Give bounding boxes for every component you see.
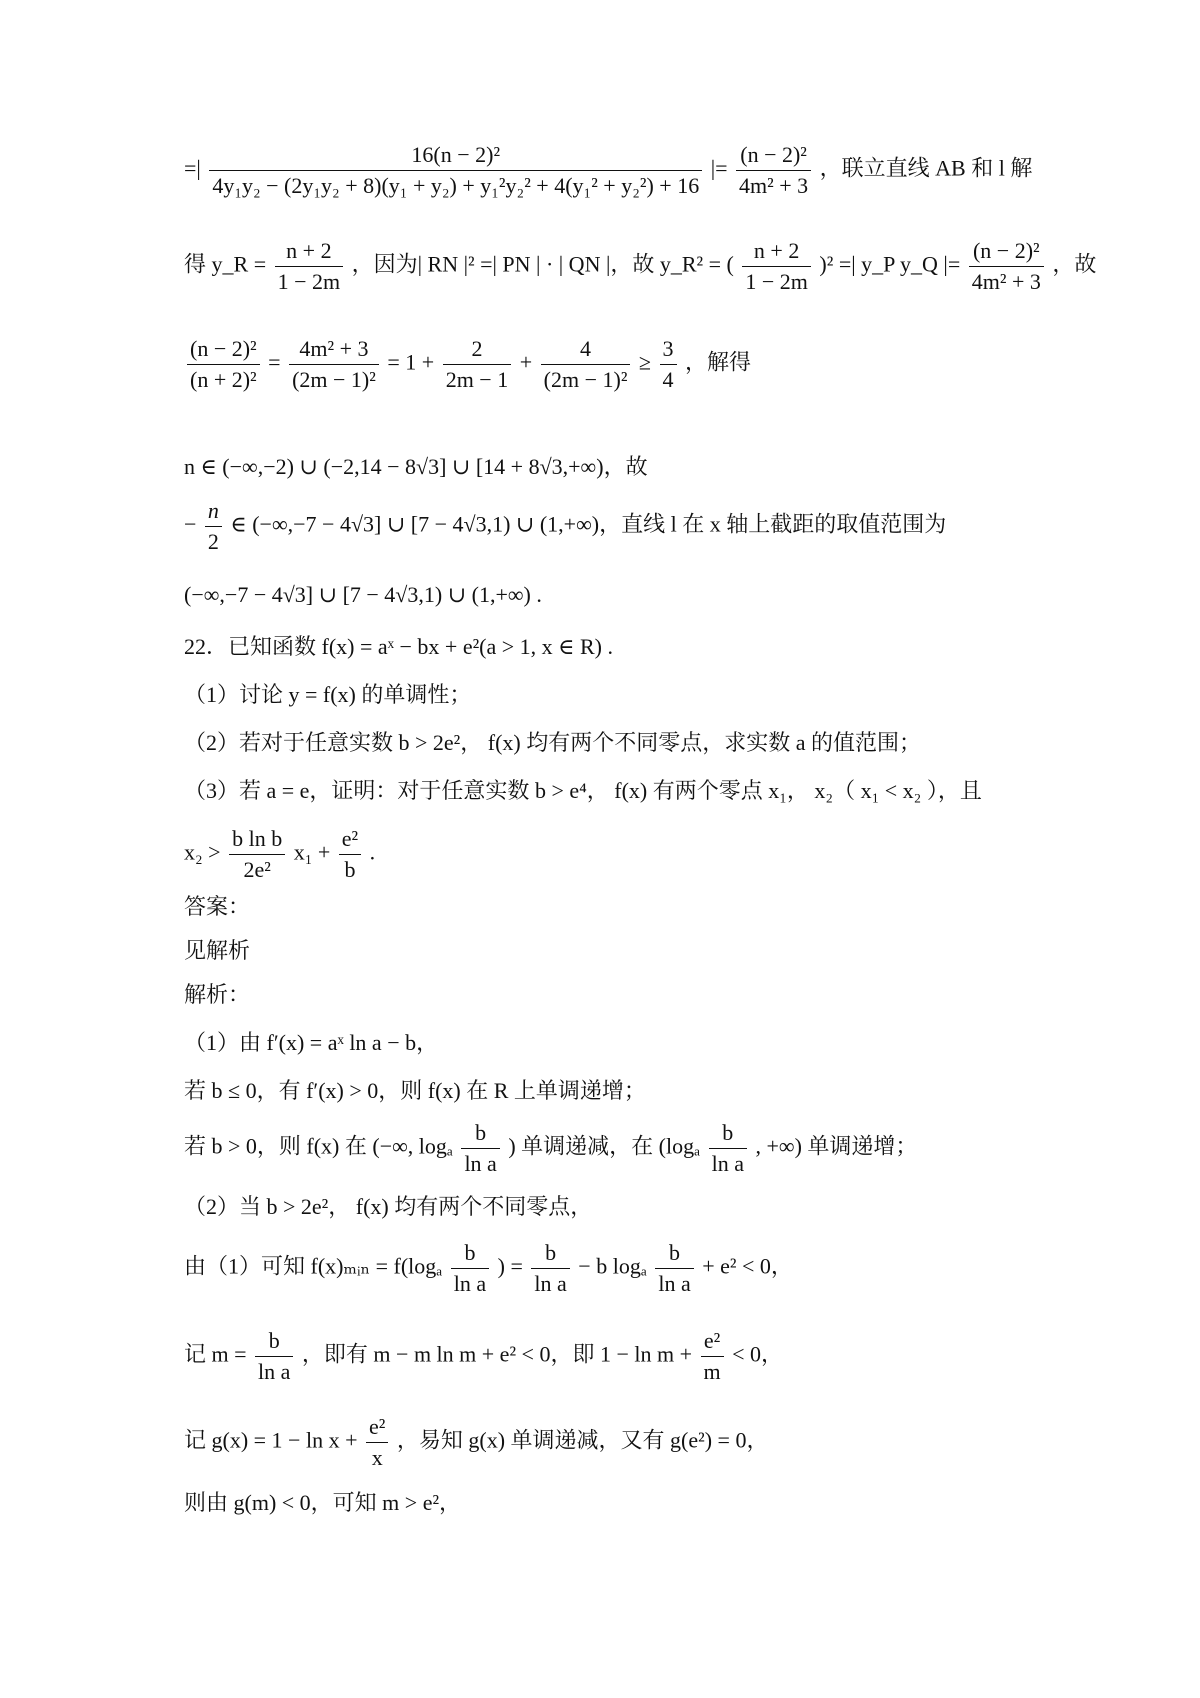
- fraction: [209, 140, 702, 201]
- fraction-denominator: 1 − 2m: [745, 269, 808, 294]
- fraction: [339, 824, 361, 885]
- problem-22-statement: 22．已知函数 f(x) = aˣ − bx + e²(a > 1, x ∈ R) .: [184, 634, 613, 659]
- text: ，解得: [685, 349, 752, 375]
- fraction-denominator: 2e²: [243, 857, 271, 882]
- fraction-numerator: b: [655, 1238, 693, 1269]
- equation-line-4: n ∈ (−∞,−2) ∪ (−2,14 − 8√3] ∪ [14 + 8√3,+∞)，故: [184, 454, 648, 479]
- fraction: [660, 334, 677, 395]
- text: ) =: [497, 1253, 523, 1279]
- answer-label: 答案：: [184, 894, 251, 919]
- text: ，故: [1052, 251, 1097, 277]
- answer-text: 见解析: [184, 938, 251, 963]
- fraction: [443, 334, 512, 395]
- fraction-numerator: b: [451, 1238, 489, 1269]
- fraction-denominator: 4m² + 3: [739, 173, 809, 198]
- fraction-denominator: m: [703, 1359, 721, 1384]
- fraction-numerator: 4: [541, 334, 631, 365]
- text: ，易知 g(x) 单调递减，又有 g(e²) = 0，: [396, 1427, 769, 1453]
- fraction-numerator: b: [709, 1118, 747, 1149]
- analysis-line-4: （2）当 b > 2e²， f(x) 均有两个不同零点，: [184, 1194, 593, 1219]
- fraction-denominator: 1 − 2m: [277, 269, 341, 294]
- text: = 1 +: [387, 349, 435, 375]
- analysis-line-2: 若 b ≤ 0，有 f′(x) > 0，则 f(x) 在 R 上单调递增；: [184, 1078, 646, 1103]
- text: ≥: [638, 349, 651, 375]
- fraction: [229, 824, 285, 885]
- analysis-line-6: [184, 1326, 1064, 1387]
- fraction: [451, 1238, 489, 1299]
- equation-line-6: (−∞,−7 − 4√3] ∪ [7 − 4√3,1) ∪ (1,+∞) .: [184, 582, 542, 607]
- fraction-numerator: n + 2: [742, 236, 811, 267]
- text: =: [268, 349, 281, 375]
- fraction-denominator: ln a: [453, 1271, 487, 1296]
- text: 若 b > 0，则 f(x) 在 (−∞, logₐ: [184, 1133, 453, 1159]
- text: 记 g(x) = 1 − ln x +: [184, 1427, 358, 1453]
- text: ，因为| RN |² =| PN | · | QN |，故 y_R² = (: [351, 251, 734, 277]
- fraction-denominator: (2m − 1)²: [543, 367, 628, 392]
- fraction-denominator: ln a: [534, 1271, 567, 1296]
- fraction-numerator: e²: [366, 1412, 388, 1443]
- fraction: [701, 1326, 724, 1387]
- problem-part-2: （2）若对于任意实数 b > 2e²， f(x) 均有两个不同零点，求实数 a 的值范围；: [184, 730, 922, 755]
- equation-line-3: [184, 334, 1064, 395]
- fraction: [205, 496, 222, 557]
- text: x₁ +: [293, 839, 331, 865]
- fraction-numerator: n + 2: [275, 236, 344, 267]
- fraction-denominator: 4: [662, 367, 674, 392]
- fraction-numerator: (n − 2)²: [187, 334, 260, 365]
- fraction-numerator: (n − 2)²: [736, 140, 811, 171]
- text: 记 m =: [184, 1341, 247, 1367]
- text: ) 单调递减，在 (logₐ: [508, 1133, 701, 1159]
- text: x₂ >: [184, 839, 221, 865]
- fraction-denominator: 4y₁y₂ − (2y₁y₂ + 8)(y₁ + y₂) + y₁²y₂² + 4(y₁² + y₂²) + 16: [212, 173, 700, 198]
- fraction: [255, 1326, 293, 1387]
- fraction: [187, 334, 260, 395]
- fraction: [541, 334, 631, 395]
- analysis-line-7: [184, 1412, 1064, 1473]
- text: + e² < 0，: [702, 1253, 793, 1279]
- fraction-numerator: n: [205, 496, 222, 527]
- fraction-numerator: (n − 2)²: [969, 236, 1044, 267]
- analysis-label: 解析：: [184, 982, 251, 1007]
- fraction: [969, 236, 1044, 297]
- fraction-denominator: ln a: [658, 1271, 691, 1296]
- fraction: [275, 236, 344, 297]
- fraction-denominator: (n + 2)²: [190, 367, 257, 392]
- text: y_R =: [211, 251, 267, 277]
- fraction-numerator: b ln b: [229, 824, 285, 855]
- analysis-line-1: （1）由 f′(x) = aˣ ln a − b，: [184, 1030, 439, 1055]
- fraction-numerator: 2: [443, 334, 512, 365]
- fraction-numerator: b: [461, 1118, 499, 1149]
- fraction: [742, 236, 811, 297]
- fraction-denominator: ln a: [464, 1151, 497, 1176]
- fraction: [655, 1238, 693, 1299]
- fraction-denominator: ln a: [711, 1151, 744, 1176]
- fraction: [289, 334, 379, 395]
- fraction-denominator: 2: [207, 529, 219, 554]
- fraction-numerator: e²: [701, 1326, 724, 1357]
- text: ，联立直线 AB 和 l 解: [819, 155, 1033, 181]
- text: +: [519, 349, 533, 375]
- fraction: [736, 140, 811, 201]
- fraction: [461, 1118, 499, 1179]
- fraction-denominator: x: [371, 1445, 383, 1470]
- text: .: [369, 839, 376, 865]
- problem-part-3: （3）若 a = e，证明：对于任意实数 b > e⁴， f(x) 有两个零点 x₁， x₂（ x₁ < x₂ ），且: [184, 778, 982, 803]
- fraction-numerator: b: [255, 1326, 293, 1357]
- analysis-line-5: [184, 1238, 1064, 1299]
- analysis-line-8: 则由 g(m) < 0，可知 m > e²，: [184, 1490, 462, 1515]
- fraction: [531, 1238, 569, 1299]
- fraction: [366, 1412, 388, 1473]
- fraction-denominator: 4m² + 3: [971, 269, 1041, 294]
- text: ，即有 m − m ln m + e² < 0，即 1 − ln m +: [301, 1341, 692, 1367]
- problem-part-1: （1）讨论 y = f(x) 的单调性；: [184, 682, 472, 707]
- equation-line-11: [184, 824, 1064, 885]
- fraction-denominator: (2m − 1)²: [292, 367, 376, 392]
- equation-line-2: [184, 236, 1097, 297]
- text: , +∞) 单调递增；: [755, 1133, 918, 1159]
- fraction-denominator: b: [344, 857, 356, 882]
- fraction-denominator: ln a: [258, 1359, 291, 1384]
- fraction-denominator: 2m − 1: [445, 367, 509, 392]
- equation-line-1: =| $\frac{\text{16(n − 2)²}}{\text{4y₁y₂ − (2y₁y₂ + 8)(y₁ + y₂) + y₁²y₂² + 4(y₁² + y₂²) + 16}}$ |= $\frac{\text{(n − 2)²}}{\text{4m² + 3}}$ ，联立直线 AB 和 l 解: [184, 140, 1064, 201]
- text: − b logₐ: [578, 1253, 647, 1279]
- fraction: [709, 1118, 747, 1179]
- text: < 0，: [732, 1341, 784, 1367]
- fraction-numerator: e²: [339, 824, 361, 855]
- text: ∈ (−∞,−7 − 4√3] ∪ [7 − 4√3,1) ∪ (1,+∞)，直线 l 在 x 轴上截距的取值范围为: [230, 511, 947, 537]
- analysis-line-3: [184, 1118, 1064, 1179]
- text: )² =| y_P y_Q |=: [819, 251, 961, 277]
- text: 由（1）可知 f(x)ₘᵢₙ = f(logₐ: [184, 1253, 443, 1279]
- fraction-numerator: 4m² + 3: [289, 334, 379, 365]
- text: 得: [184, 251, 207, 277]
- equation-line-5: − $\frac{n}{2}$ ∈ (−∞,−7 − 4√3] ∪ [7 − 4√3,1) ∪ (1,+∞)，直线 l 在 x 轴上截距的取值范围为: [184, 496, 1064, 557]
- fraction-numerator: 16(n − 2)²: [209, 140, 702, 171]
- fraction-numerator: 3: [660, 334, 677, 365]
- fraction-numerator: b: [531, 1238, 569, 1269]
